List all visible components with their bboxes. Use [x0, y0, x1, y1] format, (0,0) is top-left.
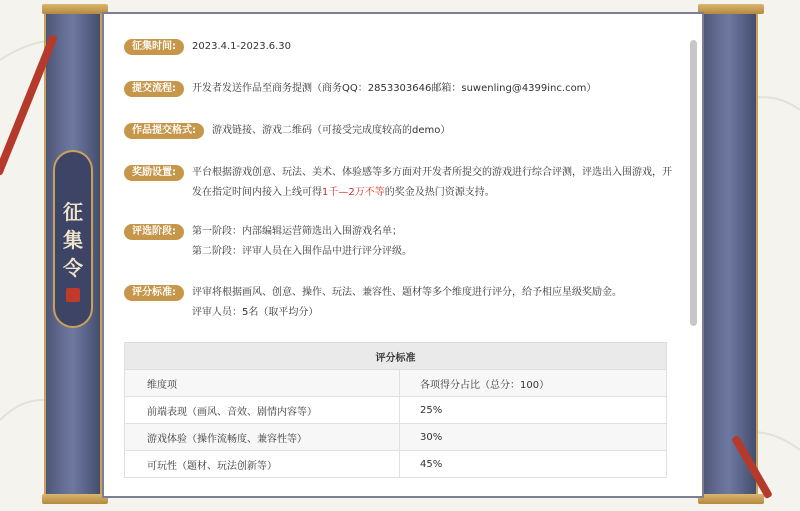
reward-line-2 [192, 183, 672, 203]
info-row-collection-time [124, 39, 291, 57]
table-cell: 30% [400, 424, 667, 451]
info-row-reward [124, 165, 672, 203]
reward-line-1: 平台根据游戏创意、玩法、美术、体验感等多方面对开发者所提交的游戏进行综合评测，评选出入围游戏，开 [192, 167, 672, 178]
table-row [125, 424, 667, 451]
right-rod-top-cap [698, 4, 764, 14]
title-char-1: 征 [63, 200, 83, 224]
criteria-line-2: 评审人员：5名（取平均分） [192, 307, 319, 318]
table-header-row [125, 370, 667, 397]
title-badge [53, 150, 93, 328]
info-label: 评分标准: [124, 285, 184, 301]
vertical-scrollbar[interactable] [690, 40, 697, 326]
scoring-table [124, 342, 667, 478]
info-row-submit-format [124, 123, 450, 141]
right-scroll-rod [700, 8, 758, 500]
table-header-weight: 各项得分占比（总分：100） [400, 370, 667, 397]
info-label: 评选阶段: [124, 224, 184, 240]
info-value: 开发者发送作品至商务提测（商务QQ：2853303646邮箱：suwenling@4399inc.com） [192, 83, 597, 94]
info-value [192, 222, 412, 262]
info-value [192, 283, 622, 323]
reward-amount-highlight: 1千—2万不等 [322, 187, 385, 198]
title-char-2: 集 [63, 228, 83, 252]
info-value: 游戏链接、游戏二维码（可接受完成度较高的demo） [212, 125, 451, 136]
table-header-dimension: 维度项 [125, 370, 400, 397]
info-label: 提交流程: [124, 81, 184, 97]
table-row [125, 451, 667, 478]
reward-line-2-post: 的奖金及热门资源支持。 [384, 187, 495, 198]
stage-line-2: 第二阶段：评审人员在入围作品中进行评分评级。 [192, 246, 412, 257]
red-seal-icon [66, 288, 80, 302]
table-cell: 25% [400, 397, 667, 424]
title-char-3: 令 [63, 256, 83, 280]
info-label: 作品提交格式: [124, 123, 204, 139]
criteria-line-1: 评审将根据画风、创意、操作、玩法、兼容性、题材等多个维度进行评分，给予相应星级奖励金。 [192, 287, 622, 298]
left-rod-bottom-cap [42, 494, 108, 504]
info-row-criteria [124, 285, 622, 323]
table-cell: 游戏体验（操作流畅度、兼容性等） [125, 424, 400, 451]
info-value: 2023.4.1-2023.6.30 [192, 41, 292, 52]
info-value [192, 163, 672, 203]
table-row [125, 397, 667, 424]
table-cell: 45% [400, 451, 667, 478]
right-rod-bottom-cap [698, 494, 764, 504]
table-cell: 可玩性（题材、玩法创新等） [125, 451, 400, 478]
left-rod-top-cap [42, 4, 108, 14]
stage-line-1: 第一阶段：内部编辑运营筛选出入围游戏名单； [192, 226, 402, 237]
info-row-stages [124, 224, 412, 262]
info-label: 征集时间: [124, 39, 184, 55]
table-cell: 前端表现（画风、音效、剧情内容等） [125, 397, 400, 424]
reward-line-2-pre: 发在指定时间内接入上线可得 [192, 187, 322, 198]
table-title: 评分标准 [125, 343, 667, 370]
info-label: 奖励设置: [124, 165, 184, 181]
info-row-submit-process [124, 81, 596, 99]
